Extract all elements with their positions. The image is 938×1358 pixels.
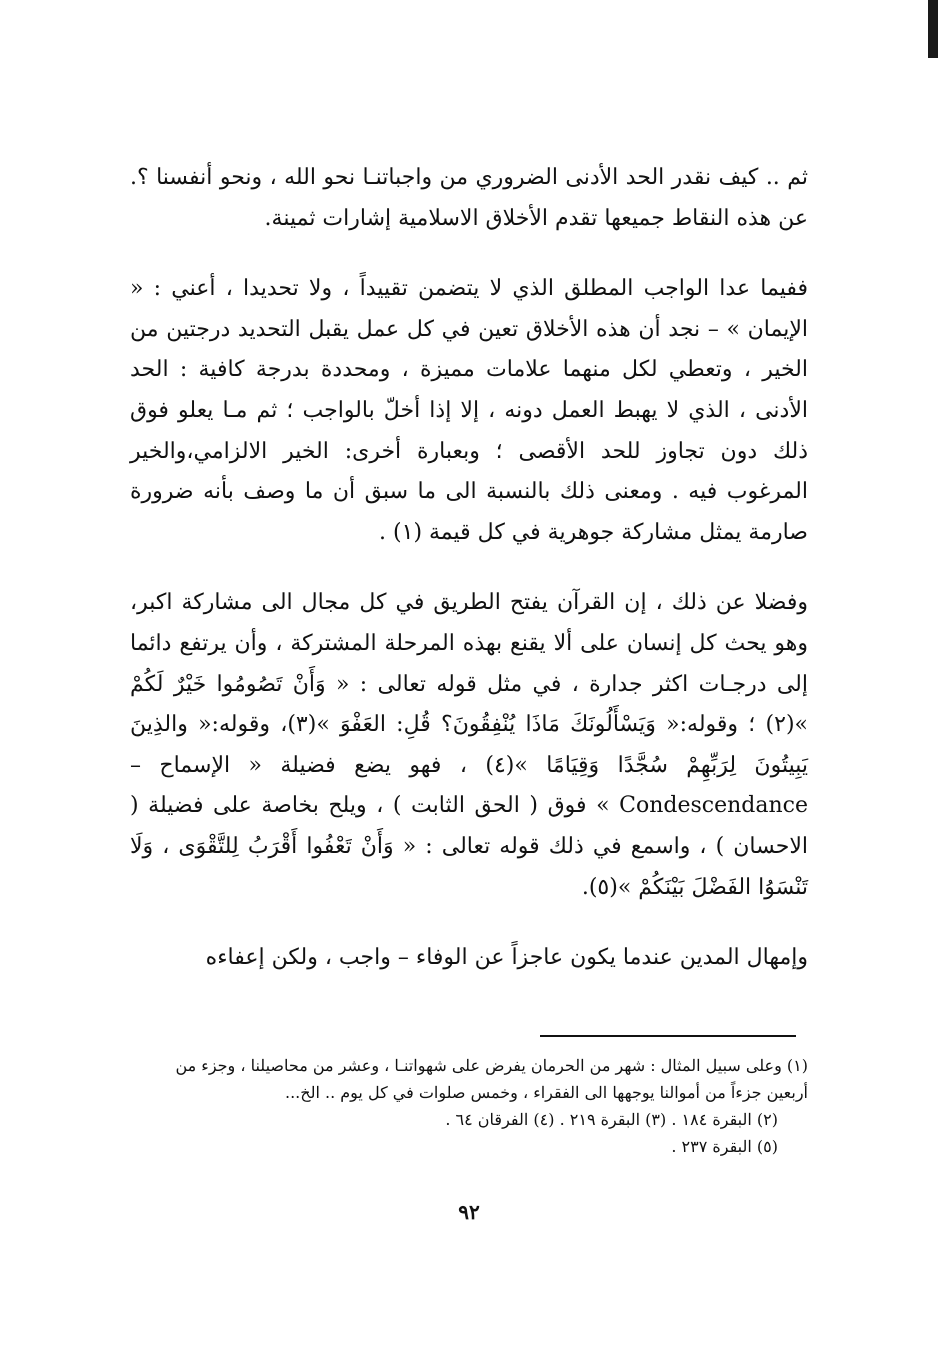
paragraph-4: وإمهال المدين عندما يكون عاجزاً عن الوفاء – واجب ، ولكن إعفاءه (205, 945, 808, 971)
footnote-refs-2-4: (٢) البقرة ١٨٤ . (٣) البقرة ٢١٩ . (٤) الفرقان ٦٤ . (445, 1110, 778, 1129)
main-text (130, 158, 808, 979)
paragraph-1: ثم .. كيف نقدر الحد الأدنى الضروري من واجباتنـا نحو الله ، ونحو أنفسنا ؟. عن هذه النقاط جميعها تقدم الأخلاق الاسلامية إشارات ثمينة. (130, 165, 808, 231)
paragraph-3: وفضلا عن ذلك ، إن القرآن يفتح الطريق في كل مجال الى مشاركة اكبر، وهو يحث كل إنسان على ألا يقنع بهذه المرحلة المشتركة ، وأن يرتفع دائما إلى درجـات اكثر جدارة ، في مثل قوله تعالى : « وَأَنْ تَصُومُوا خَيْرٌ لَكُمْ »(٢) ؛ وقوله:« وَيَسْأَلُونَكَ مَاذَا يُنْفِقُونَ؟ قُلِ: العَفْوَ »(٣)، وقوله:« والذِينَ يَبِيتُونَ لِرَبِّهِمْ سُجَّدًا وَقِيَامًا »(٤) ، فهو يضع فضيلة « الإسماح – Condescendance » فوق ( الحق الثابت ) ، ويلح بخاصة على فضيلة ( الاحسان ) ، واسمع في ذلك قوله تعالى : « وَأَنْ تَعْفُوا أَقْرَبُ لِلتَّقْوَى ، وَلَا تَنْسَوُا الفَضْلَ بَيْنَكُمْ »(٥). (130, 590, 808, 900)
footnote-5: (٥) البقرة ٢٣٧ . (671, 1137, 778, 1156)
footnote-separator (540, 1035, 796, 1037)
scan-edge-mark (928, 0, 938, 58)
paragraph-2: ففيما عدا الواجب المطلق الذي لا يتضمن تقييداً ، ولا تحديدا ، أعني : « الإيمان » – نجد أن هذه الأخلاق تعين في كل عمل يقبل التحديد درجتين من الخير ، وتعطي لكل منهما علامات مميزة ، ومحددة بدرجة كافية : الحد الأدنى ، الذي لا يهبط العمل دونه ، إلا إذا أخلّ بالواجب ؛ ثم مـا يعلو فوق ذلك دون تجاوز للحد الأقصى ؛ وبعبارة أخرى: الخير الالزامي،والخير المرغوب فيه . ومعنى ذلك بالنسبة الى ما سبق أن ما وصف بأنه ضرورة صارمة يمثل مشاركة جوهرية في كل قيمة (١) . (130, 276, 808, 545)
page-number: ٩٢ (458, 1200, 480, 1224)
footnote-1: (١) وعلى سبيل المثال : شهر من الحرمان يفرض على شهواتنـا ، وعشر من محاصيلنا ، وجزء من أربعين جزءاً من أموالنا يوجهها الى الفقراء ، وخمس صلوات في كل يوم .. الخ... (175, 1056, 808, 1102)
footnotes (130, 1052, 808, 1160)
